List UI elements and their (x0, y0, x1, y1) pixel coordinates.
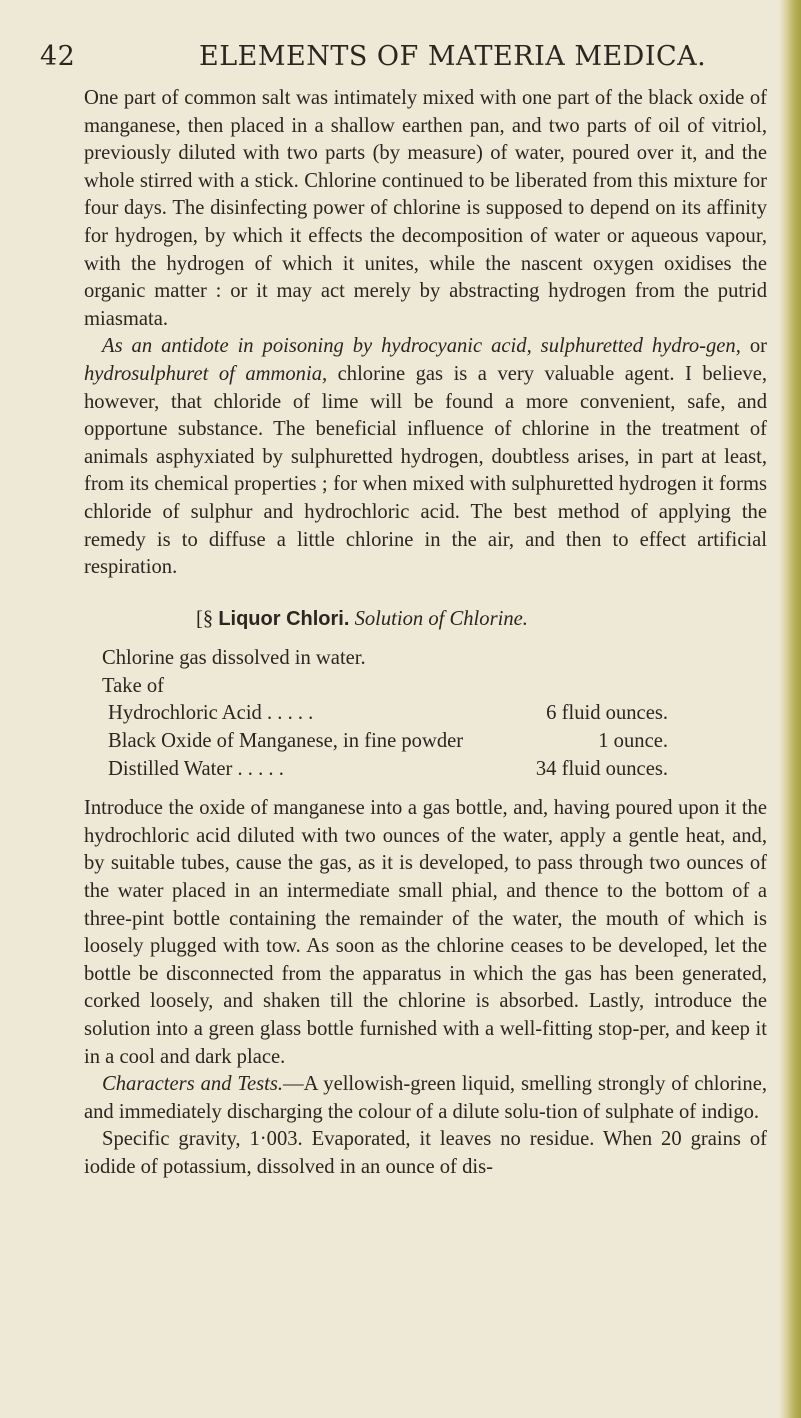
heading-title: Liquor Chlori. (218, 607, 350, 630)
recipe (84, 645, 767, 783)
recipe-take-of: Take of (102, 674, 165, 697)
ingredient-name: Distilled Water . . . . . (108, 757, 284, 780)
antidote-or: or (740, 335, 767, 358)
ingredient-quantity: 34 fluid ounces. (535, 757, 668, 780)
paragraph-antidote (84, 333, 767, 581)
running-head (0, 40, 780, 74)
ingredient-quantity: 6 fluid ounces. (546, 702, 668, 725)
ingredient-name: Hydrochloric Acid . . . . . (108, 702, 314, 725)
section-heading (84, 606, 767, 634)
recipe-description: Chlorine gas dissolved in water. (102, 647, 366, 670)
body-text (84, 85, 767, 1182)
running-title: ELEMENTS OF MATERIA MEDICA. (199, 41, 707, 72)
page-number: 42 (40, 41, 76, 72)
heading-subtitle: Solution of Chlorine. (354, 607, 528, 630)
heading-bracket: [§ (196, 607, 219, 630)
antidote-rest: chlorine gas is a very valuable agent. I believe, however, that chloride of lime will be found a more convenient, safe, and opportune substance. The beneficial influence of chlorine in the treatment of animals asphyxiated by sulphuretted hydrogen, doubtless arises, in part at least, from its chemical properties ; for when mixed with sulphuretted hydrogen it forms chloride of sulphur and hydrochloric acid. The best method of applying the remedy is to diffuse a little chlorine in the air, and then to effect artificial respiration. (84, 362, 767, 579)
ingredient-row (84, 756, 668, 784)
paragraph-characters (84, 1071, 767, 1126)
ingredient-row (84, 700, 668, 728)
paragraph-preparation: Introduce the oxide of manganese into a gas bottle, and, having poured upon it the hydrochloric acid diluted with two ounces of the water, apply a gentle heat, and, by suitable tubes, cause the gas, as it is developed, to pass through two ounces of the water placed in an intermediate small phial, and thence to the bottom of a three-pint bottle containing the remainder of the water, the mouth of which is loosely plugged with tow. As soon as the chlorine ceases to be developed, let the bottle be disconnected from the apparatus in which the gas has been generated, corked loosely, and shaken till the chlorine is absorbed. Lastly, introduce the solution into a green glass bottle furnished with a well-fitting stop-per, and keep it in a cool and dark place. (84, 797, 767, 1068)
paragraph-specific-gravity: Specific gravity, 1·003. Evaporated, it leaves no residue. When 20 grains of iodide of potassium, dissolved in an ounce of dis- (84, 1128, 767, 1178)
ingredient-row (84, 728, 668, 756)
ingredient-quantity: 1 ounce. (598, 730, 668, 753)
antidote-italic-a: As an antidote in poisoning by hydrocyanic acid, sulphuretted hydro-gen, (102, 335, 741, 358)
paragraph-salt-manganese: One part of common salt was intimately mixed with one part of the black oxide of manganese, then placed in a shallow earthen pan, and two parts of oil of vitriol, previously diluted with two parts (by measure) of water, poured over it, and the whole stirred with a stick. Chlorine continued to be liberated from this mixture for four days. The disinfecting power of chlorine is supposed to depend on its affinity for hydrogen, by which it effects the decomposition of water or aqueous vapour, with the hydrogen of which it unites, while the nascent oxygen oxidises the organic matter : or it may act merely by abstracting hydrogen from the putrid miasmata. (84, 87, 767, 330)
page-edge (779, 0, 801, 1418)
characters-italic: Characters and Tests. (102, 1073, 284, 1096)
ingredient-name: Black Oxide of Manganese, in fine powder (108, 730, 464, 753)
characters-rest: —A yellowish-green liquid, smelling strongly of chlorine, and immediately discharging the colour of a dilute solu-tion of sulphate of indigo. (84, 1073, 767, 1123)
antidote-italic-b: hydrosulphuret of ammonia, (84, 362, 328, 385)
